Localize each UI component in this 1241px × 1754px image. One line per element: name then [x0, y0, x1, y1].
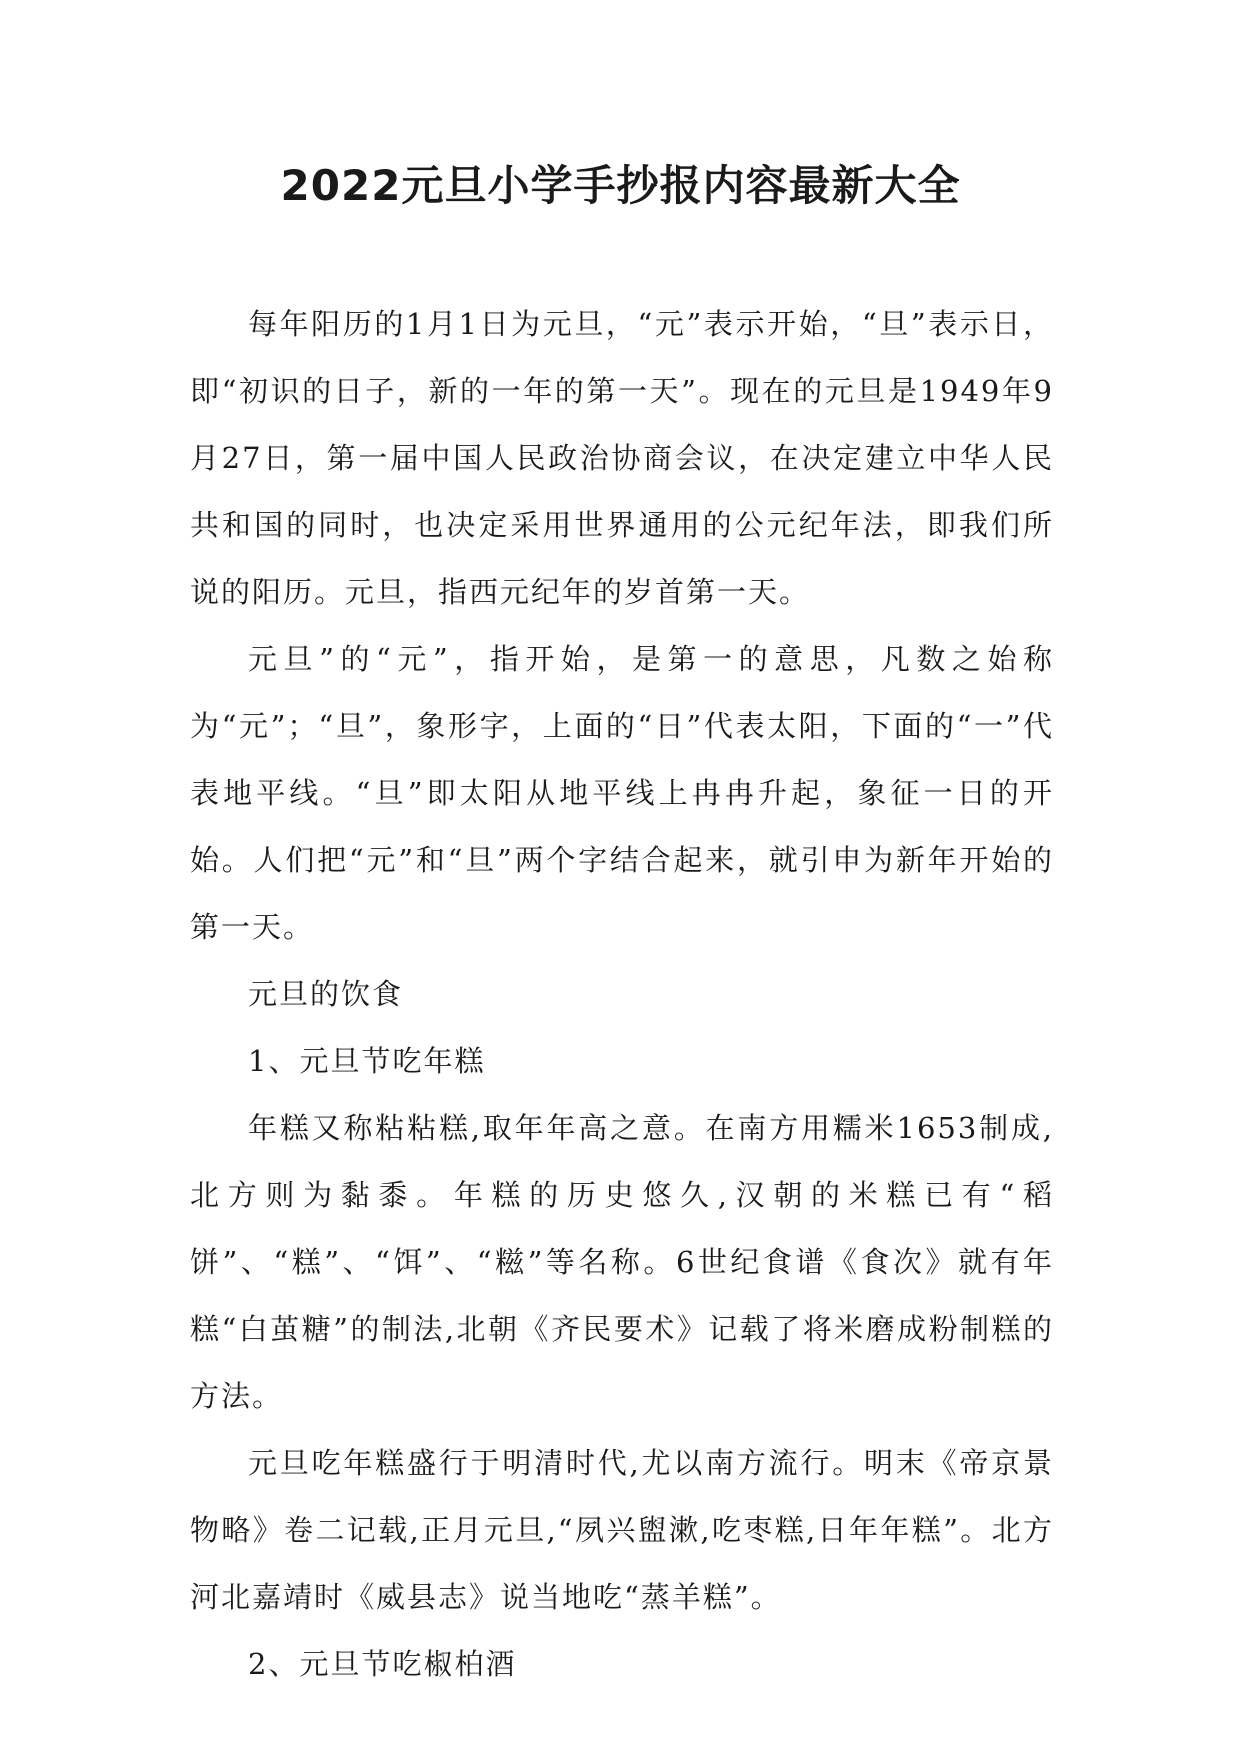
subheading-jiaobai-wine: 2、元旦节吃椒柏酒	[248, 1647, 517, 1681]
section-heading-food: 元旦的饮食	[248, 977, 404, 1011]
document-body	[190, 291, 1054, 1698]
subheading-niangao: 1、元旦节吃年糕	[248, 1044, 486, 1078]
paragraph-niangao-custom: 元旦吃年糕盛行于明清时代,尤以南方流行。明末《帝京景物略》卷二记载,正月元旦,“夙兴盥漱,吃枣糕,日年年糕”。北方河北嘉靖时《威县志》说当地吃“蒸羊糕”。	[190, 1446, 1054, 1614]
paragraph-intro: 每年阳历的1月1日为元旦，“元”表示开始，“旦”表示日，即“初识的日子，新的一年的第一天”。现在的元旦是1949年9月27日，第一届中国人民政治协商会议，在决定建立中华人民共和国的同时，也决定采用世界通用的公元纪年法，即我们所说的阳历。元旦，指西元纪年的岁首第一天。	[190, 307, 1054, 609]
paragraph-niangao-history: 年糕又称粘粘糕,取年年高之意。在南方用糯米1653制成,北方则为黏黍。年糕的历史悠久,汉朝的米糕已有“稻饼”、“糕”、“饵”、“糍”等名称。6世纪食谱《食次》就有年糕“白茧糖”的制法,北朝《齐民要术》记载了将米磨成粉制糕的方法。	[190, 1111, 1054, 1413]
document-title: 2022元旦小学手抄报内容最新大全	[280, 161, 961, 210]
paragraph-meaning: 元旦”的“元”，指开始，是第一的意思，凡数之始称为“元”；“旦”，象形字，上面的“日”代表太阳，下面的“一”代表地平线。“旦”即太阳从地平线上冉冉升起，象征一日的开始。人们把“元”和“旦”两个字结合起来，就引申为新年开始的第一天。	[190, 642, 1054, 944]
